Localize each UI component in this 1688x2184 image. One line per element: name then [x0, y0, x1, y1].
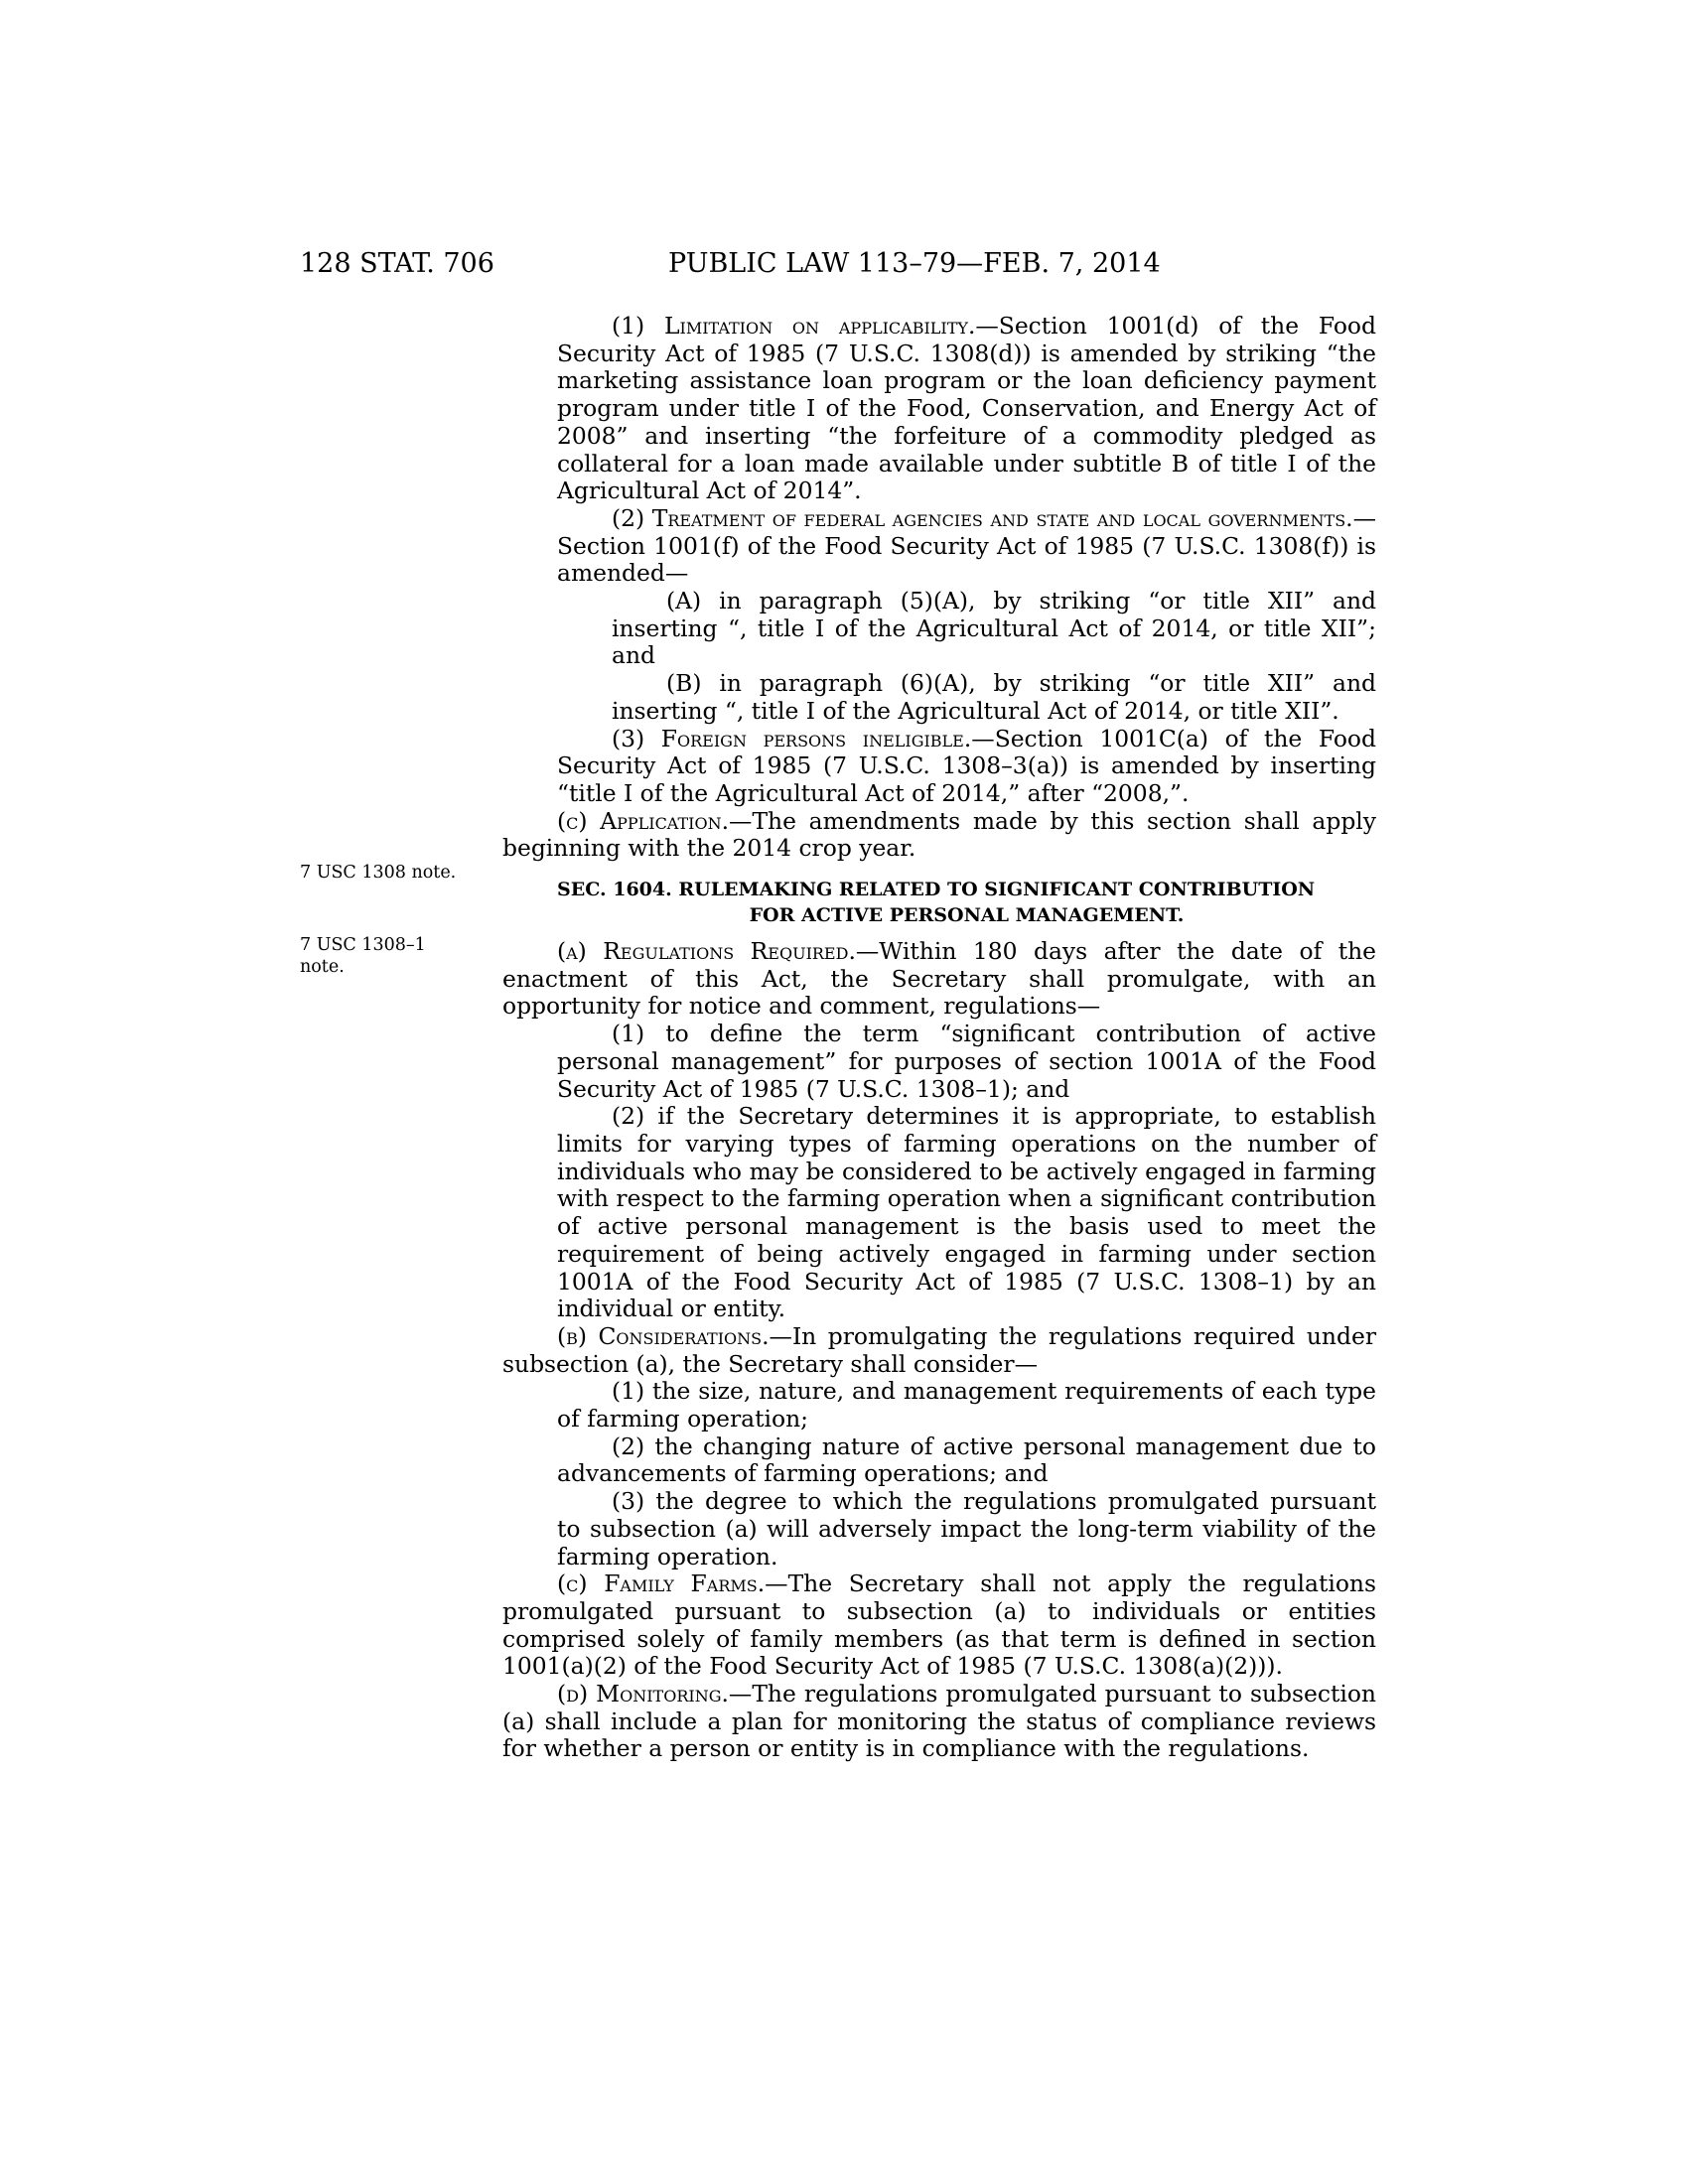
subsection-a-regulations	[502, 938, 1376, 1021]
margin-note-usc-1308: 7 USC 1308 note.	[300, 863, 457, 883]
paragraph-2-heading: (2) Treatment of federal agencies and state and local governments.	[612, 503, 1353, 532]
subsection-b-item-1: (1) the size, nature, and management requirements of each type of farming operation;	[557, 1377, 1376, 1433]
subsection-a-heading: (a) Regulations Required.	[557, 937, 856, 966]
subsection-b-text: —In promulgating the regulations required under subsection (a), the Secretary shall consider—	[502, 1321, 1376, 1378]
section-heading-line-2: FOR ACTIVE PERSONAL MANAGEMENT.	[749, 904, 1185, 927]
subsection-c-family-text: —The Secretary shall not apply the regulations promulgated pursuant to subsection (a) to individuals or entities comprised solely of family members (as that term is defined in section 1001(a)(2) of the Food Security Act of 1985 (7 U.S.C. 1308(a)(2))).	[502, 1570, 1376, 1681]
subsection-b-item-3: (3) the degree to which the regulations promulgated pursuant to subsection (a) will adversely impact the long-term viability of the farming operation.	[557, 1487, 1376, 1570]
subsection-d-text: —The regulations promulgated pursuant to subsection (a) shall include a plan for monitoring the status of compliance reviews for whether a person or entity is in compliance with the regulations.	[502, 1680, 1376, 1763]
subsection-b-considerations	[502, 1323, 1376, 1378]
statute-page-number: 128 STAT. 706	[300, 248, 494, 279]
subsection-c-text: —The amendments made by this section shall apply beginning with the 2014 crop year.	[502, 806, 1377, 863]
subsection-c-heading: (c) Application.	[557, 806, 730, 835]
paragraph-2-treatment	[502, 505, 1376, 588]
paragraph-1-text: —Section 1001(d) of the Food Security Act of 1985 (7 U.S.C. 1308(d)) is amended by striking “the marketing assistance loan program or the loan deficiency payment program under title I of the Food, Conservation, and Energy Act of 2008” and inserting “the forfeiture of a commodity pledged as collateral for a loan made available under subtitle B of title I of the Agricultural Act of 2014”.	[557, 312, 1376, 505]
subsection-b-heading: (b) Considerations.	[557, 1321, 770, 1350]
subsection-a-text: —Within 180 days after the date of the enactment of this Act, the Secretary shall promulgate, with an opportunity for notice and comment, regulations—	[502, 937, 1377, 1021]
margin-note-usc-1308-1: 7 USC 1308–1 note.	[300, 935, 426, 977]
paragraph-3-foreign-persons	[502, 726, 1376, 808]
paragraph-3-text: —Section 1001C(a) of the Food Security Act of 1985 (7 U.S.C. 1308–3(a)) is amended by inserting “title I of the Agricultural Act of 2014,” after “2008,”.	[557, 724, 1376, 807]
document-body	[502, 313, 1376, 1763]
page-header	[0, 248, 1688, 298]
subsection-a-item-2: (2) if the Secretary determines it is appropriate, to establish limits for varying types of farming operations on the number of individuals who may be considered to be actively engaged in farming with respect to the farming operation when a significant contribution of active personal management is the basis used to meet the requirement of being actively engaged in farming under section 1001A of the Food Security Act of 1985 (7 U.S.C. 1308–1) by an individual or entity.	[557, 1102, 1376, 1323]
subparagraph-2a: (A) in paragraph (5)(A), by striking “or title XII” and inserting “, title I of the Agricultural Act of 2014, or title XII”; and	[612, 587, 1376, 670]
paragraph-1-heading: (1) Limitation on applicability.	[612, 312, 976, 340]
section-heading-line-1: SEC. 1604. RULEMAKING RELATED TO SIGNIFICANT CONTRIBUTION	[557, 879, 1316, 901]
subsection-a-item-1: (1) to define the term “significant contribution of active personal management” for purposes of section 1001A of the Food Security Act of 1985 (7 U.S.C. 1308–1); and	[557, 1020, 1376, 1103]
subsection-c-family-farms	[502, 1570, 1376, 1681]
section-1604-heading	[502, 877, 1376, 928]
subsection-c-family-heading: (c) Family Farms.	[557, 1570, 766, 1598]
subsection-d-heading: (d) Monitoring.	[557, 1680, 729, 1708]
paragraph-1-limitation	[502, 313, 1376, 505]
paragraph-2-text: —Section 1001(f) of the Food Security Act of 1985 (7 U.S.C. 1308(f)) is amended—	[557, 503, 1376, 588]
subsection-c-application	[502, 808, 1376, 863]
paragraph-3-heading: (3) Foreign persons ineligible.	[612, 724, 972, 752]
subsection-d-monitoring	[502, 1681, 1376, 1763]
public-law-title: PUBLIC LAW 113–79—FEB. 7, 2014	[668, 248, 1161, 279]
subsection-b-item-2: (2) the changing nature of active personal management due to advancements of farming operations; and	[557, 1432, 1376, 1488]
subparagraph-2b: (B) in paragraph (6)(A), by striking “or title XII” and inserting “, title I of the Agricultural Act of 2014, or title XII”.	[612, 669, 1376, 725]
